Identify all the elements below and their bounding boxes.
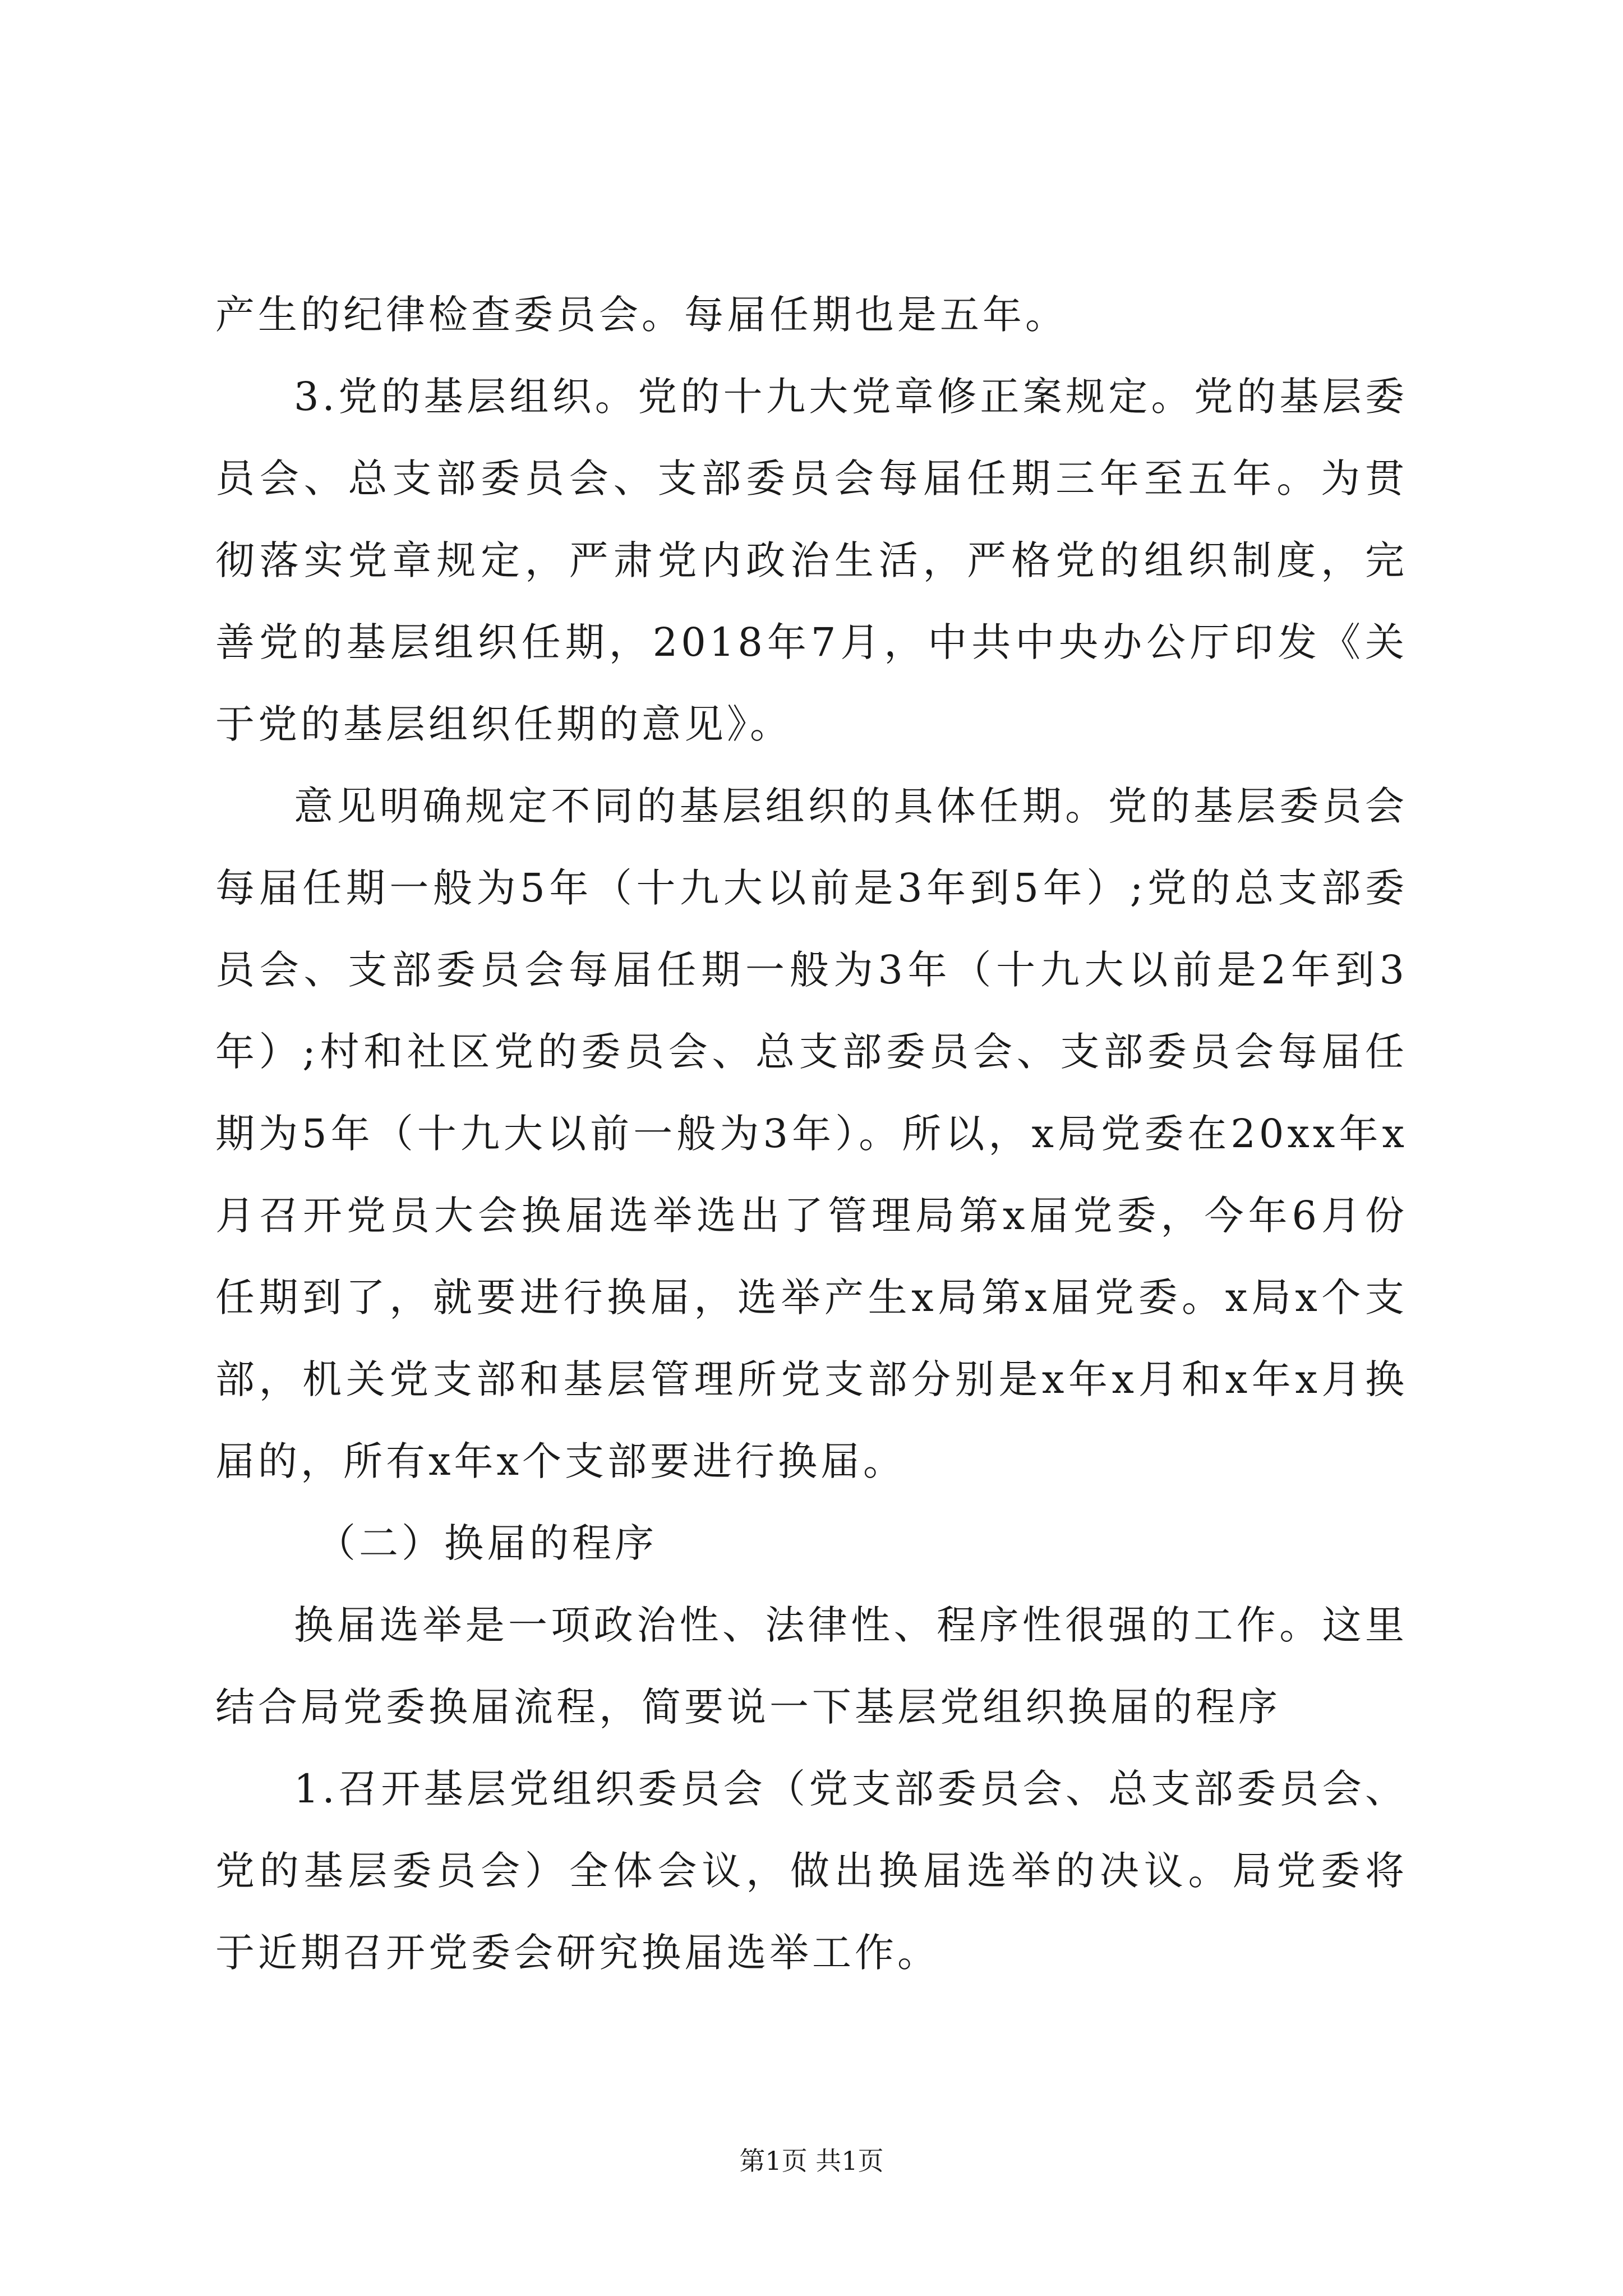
document-body [215, 274, 1408, 1994]
paragraph-grassroots-organization: 3.党的基层组织。党的十九大党章修正案规定。党的基层委员会、总支部委员会、支部委员会每届任期三年至五年。为贯彻落实党章规定，严肃党内政治生活，严格党的组织制度，完善党的基层组织任期，2018年7月，中共中央办公厅印发《关于党的基层组织任期的意见》。 [215, 374, 1408, 747]
paragraph-continuation: 产生的纪律检查委员会。每届任期也是五年。 [215, 292, 1068, 338]
page-footer: 第1页 共1页 [739, 2146, 884, 2176]
paragraph-procedure-intro: 换届选举是一项政治性、法律性、程序性很强的工作。这里结合局党委换届流程，简要说一下基层党组织换届的程序 [215, 1602, 1408, 1730]
paragraph-term-opinion: 意见明确规定不同的基层组织的具体任期。党的基层委员会每届任期一般为5年（十九大以前是3年到5年）;党的总支部委员会、支部委员会每届任期一般为3年（十九大以前是2年到3年）;村和社区党的委员会、总支部委员会、支部委员会每届任期为5年（十九大以前一般为3年）。所以，x局党委在20xx年x月召开党员大会换届选举选出了管理局第x届党委，今年6月份任期到了，就要进行换届，选举产生x局第x届党委。x局x个支部，机关党支部和基层管理所党支部分别是x年x月和x年x月换届的，所有x年x个支部要进行换届。 [215, 783, 1408, 1484]
section-heading-procedure: （二）换届的程序 [316, 1520, 657, 1566]
paragraph-procedure-step-1: 1.召开基层党组织委员会（党支部委员会、总支部委员会、党的基层委员会）全体会议，做出换届选举的决议。局党委将于近期召开党委会研究换届选举工作。 [215, 1766, 1408, 1976]
